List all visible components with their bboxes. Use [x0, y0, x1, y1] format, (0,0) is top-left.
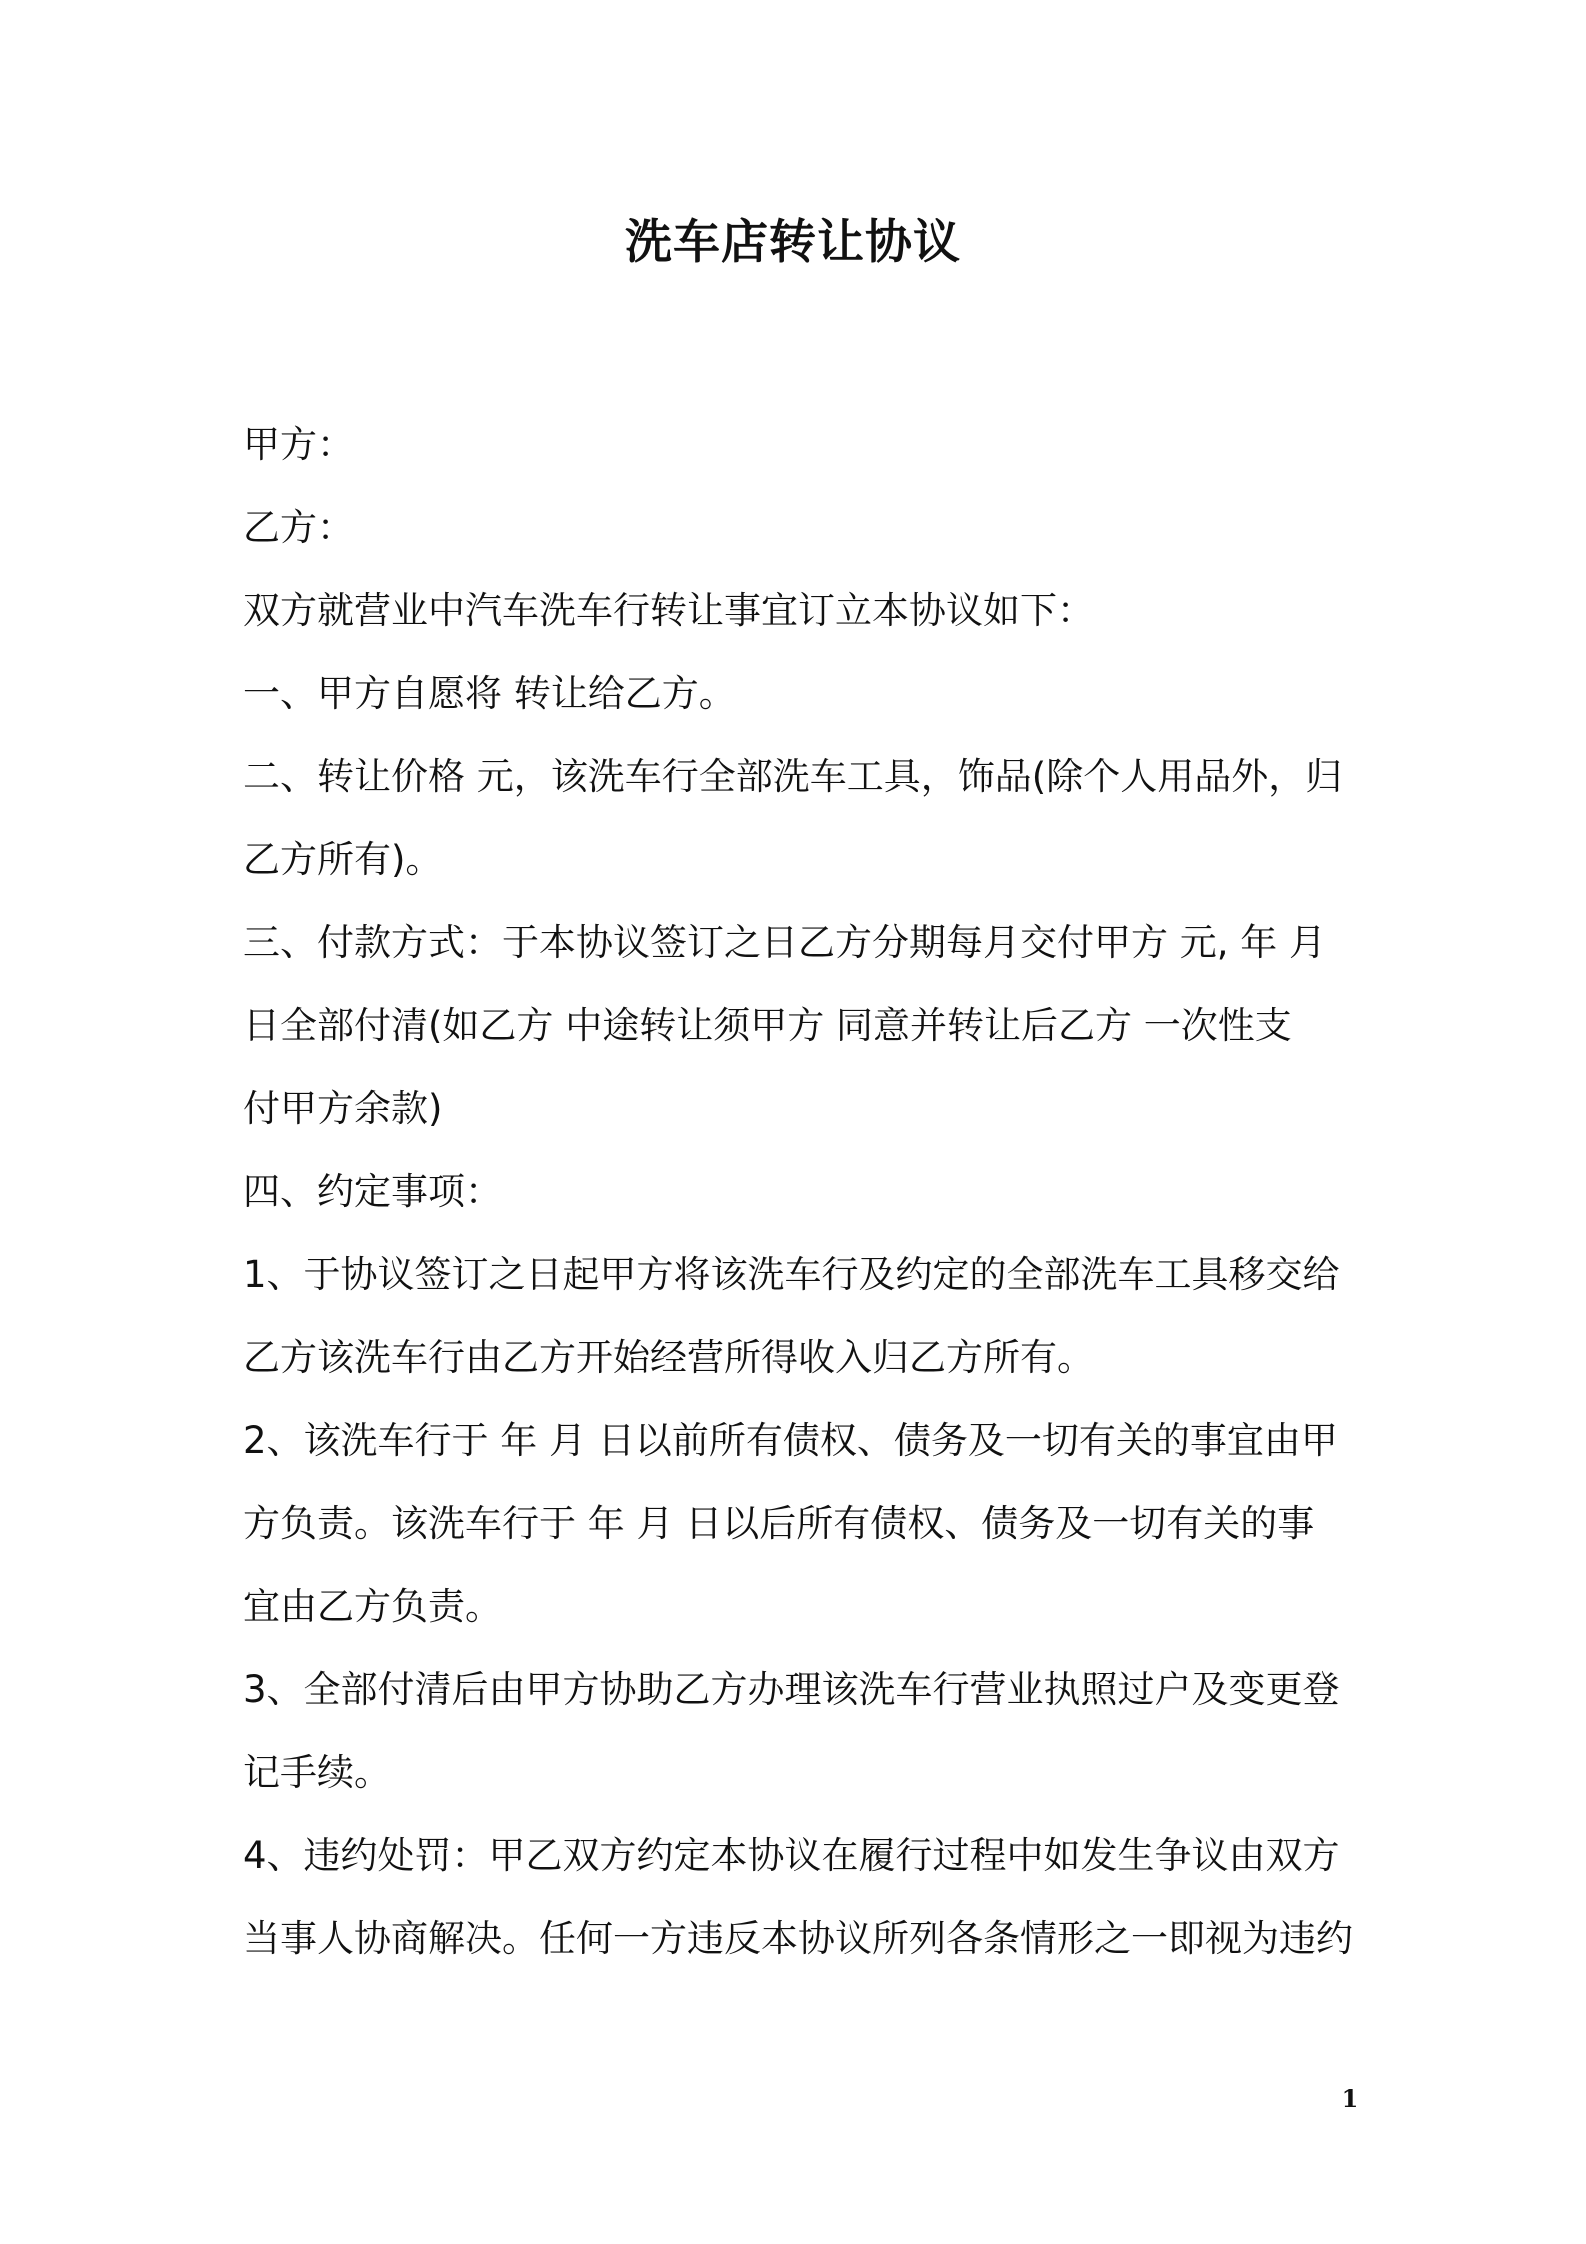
clause-4-heading: 四、约定事项： — [243, 1170, 502, 1213]
clause-2-line-2: 乙方所有)。 — [243, 838, 443, 881]
item-4-line-1: 4、违约处罚：甲乙双方约定本协议在履行过程中如发生争议由双方 — [243, 1834, 1340, 1877]
item-2-line-1: 2、该洗车行于 年 月 日以前所有债权、债务及一切有关的事宜由甲 — [243, 1419, 1338, 1462]
party-a-line: 甲方： — [243, 423, 354, 466]
item-3-line-2: 记手续。 — [243, 1751, 391, 1794]
party-b-line: 乙方： — [243, 506, 354, 549]
item-3-line-1: 3、全部付清后由甲方协助乙方办理该洗车行营业执照过户及变更登 — [243, 1668, 1340, 1711]
clause-3-line-2: 日全部付清(如乙方 中途转让须甲方 同意并转让后乙方 一次性支 — [243, 1004, 1292, 1047]
item-4-line-2: 当事人协商解决。任何一方违反本协议所列各条情形之一即视为违约 — [243, 1917, 1353, 1960]
preamble-line: 双方就营业中汽车洗车行转让事宜订立本协议如下： — [243, 589, 1094, 632]
document-body — [243, 403, 1353, 1980]
clause-2-line-1: 二、转让价格 元，该洗车行全部洗车工具，饰品(除个人用品外，归 — [243, 755, 1343, 798]
item-1-line-1: 1、于协议签订之日起甲方将该洗车行及约定的全部洗车工具移交给 — [243, 1253, 1340, 1296]
item-2-line-2: 方负责。该洗车行于 年 月 日以后所有债权、债务及一切有关的事 — [243, 1502, 1315, 1545]
clause-3-line-1: 三、付款方式：于本协议签订之日乙方分期每月交付甲方 元, 年 月 — [243, 921, 1327, 964]
item-1-line-2: 乙方该洗车行由乙方开始经营所得收入归乙方所有。 — [243, 1336, 1094, 1379]
clause-1-line: 一、甲方自愿将 转让给乙方。 — [243, 672, 736, 715]
item-2-line-3: 宜由乙方负责。 — [243, 1585, 502, 1628]
document-title: 洗车店转让协议 — [625, 215, 961, 270]
page-number: 1 — [1341, 2084, 1359, 2113]
clause-3-line-3: 付甲方余款) — [243, 1087, 443, 1130]
